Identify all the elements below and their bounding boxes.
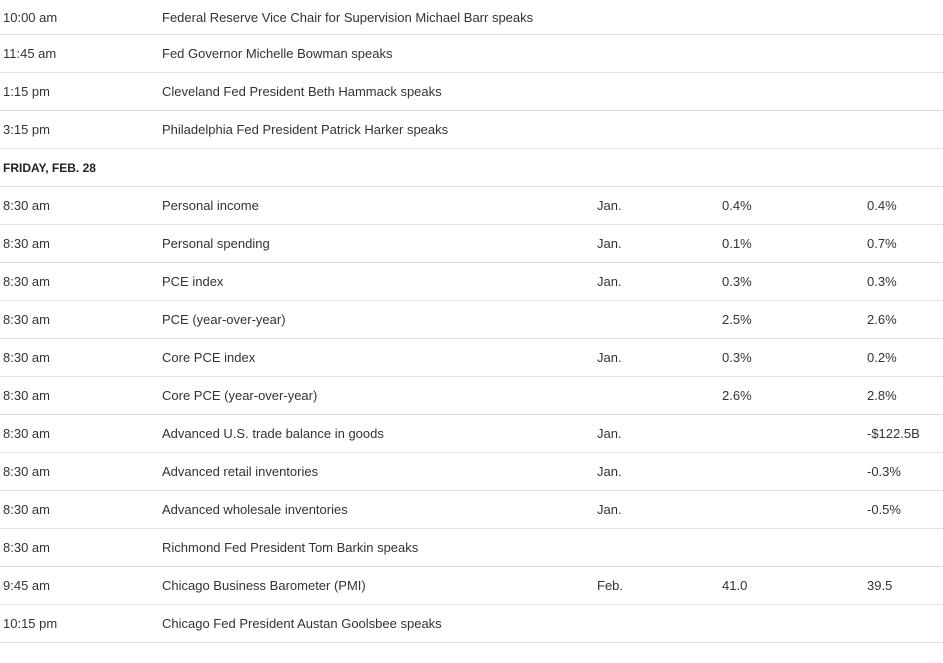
event-previous: -0.5% bbox=[867, 502, 901, 517]
event-time: 8:30 am bbox=[3, 426, 50, 441]
table-row bbox=[0, 73, 943, 111]
table-row bbox=[0, 301, 943, 339]
event-time: 10:15 pm bbox=[3, 616, 58, 631]
event-previous: -0.3% bbox=[867, 464, 901, 479]
section-label: FRIDAY, FEB. 28 bbox=[3, 160, 96, 175]
table-row bbox=[0, 111, 943, 149]
event-time: 3:15 pm bbox=[3, 122, 50, 137]
event-name: Fed Governor Michelle Bowman speaks bbox=[162, 46, 393, 61]
event-name: Personal spending bbox=[162, 236, 270, 251]
table-row bbox=[0, 491, 943, 529]
table-row bbox=[0, 0, 943, 35]
table-row bbox=[0, 567, 943, 605]
table-row bbox=[0, 225, 943, 263]
table-row bbox=[0, 263, 943, 301]
event-previous: 2.8% bbox=[867, 388, 897, 403]
table-row bbox=[0, 339, 943, 377]
event-name: PCE index bbox=[162, 274, 224, 289]
event-period: Feb. bbox=[597, 578, 624, 593]
event-time: 8:30 am bbox=[3, 388, 50, 403]
event-name: Federal Reserve Vice Chair for Supervision Michael Barr speaks bbox=[162, 9, 534, 25]
event-forecast: 0.4% bbox=[722, 198, 752, 213]
table-row bbox=[0, 187, 943, 225]
event-period: Jan. bbox=[597, 274, 622, 289]
event-previous: 0.3% bbox=[867, 274, 897, 289]
event-period: Jan. bbox=[597, 502, 622, 517]
table-row bbox=[0, 453, 943, 491]
event-name: Advanced retail inventories bbox=[162, 464, 319, 479]
event-name: Chicago Business Barometer (PMI) bbox=[162, 578, 366, 593]
event-forecast: 0.3% bbox=[722, 350, 752, 365]
table-row bbox=[0, 605, 943, 643]
event-name: Core PCE (year-over-year) bbox=[162, 388, 318, 403]
event-name: Advanced wholesale inventories bbox=[162, 502, 348, 517]
event-forecast: 0.3% bbox=[722, 274, 752, 289]
event-period: Jan. bbox=[597, 198, 622, 213]
event-name: Advanced U.S. trade balance in goods bbox=[162, 426, 384, 441]
event-name: PCE (year-over-year) bbox=[162, 312, 286, 327]
table-row bbox=[0, 415, 943, 453]
event-previous: -$122.5B bbox=[867, 426, 920, 441]
event-time: 10:00 am bbox=[3, 9, 58, 25]
event-time: 8:30 am bbox=[3, 236, 50, 251]
event-previous: 2.6% bbox=[867, 312, 897, 327]
event-time: 8:30 am bbox=[3, 350, 50, 365]
event-name: Personal income bbox=[162, 198, 259, 213]
event-name: Richmond Fed President Tom Barkin speaks bbox=[162, 540, 419, 555]
event-forecast: 41.0 bbox=[722, 578, 748, 593]
event-time: 8:30 am bbox=[3, 198, 50, 213]
table-row bbox=[0, 377, 943, 415]
event-period: Jan. bbox=[597, 350, 622, 365]
event-time: 8:30 am bbox=[3, 502, 50, 517]
event-name: Philadelphia Fed President Patrick Harker speaks bbox=[162, 122, 449, 137]
event-name: Cleveland Fed President Beth Hammack speaks bbox=[162, 84, 442, 99]
event-time: 8:30 am bbox=[3, 274, 50, 289]
event-name: Chicago Fed President Austan Goolsbee speaks bbox=[162, 616, 442, 631]
event-previous: 0.7% bbox=[867, 236, 897, 251]
table-row bbox=[0, 529, 943, 567]
event-previous: 39.5 bbox=[867, 578, 893, 593]
event-period: Jan. bbox=[597, 464, 622, 479]
event-previous: 0.4% bbox=[867, 198, 897, 213]
event-time: 8:30 am bbox=[3, 312, 50, 327]
table-row bbox=[0, 35, 943, 73]
event-forecast: 2.5% bbox=[722, 312, 752, 327]
event-time: 9:45 am bbox=[3, 578, 50, 593]
event-forecast: 0.1% bbox=[722, 236, 752, 251]
event-time: 8:30 am bbox=[3, 464, 50, 479]
event-period: Jan. bbox=[597, 236, 622, 251]
event-name: Core PCE index bbox=[162, 350, 256, 365]
event-previous: 0.2% bbox=[867, 350, 897, 365]
event-period: Jan. bbox=[597, 426, 622, 441]
day-section-header bbox=[0, 149, 943, 187]
event-time: 1:15 pm bbox=[3, 84, 50, 99]
event-time: 11:45 am bbox=[3, 46, 57, 61]
event-forecast: 2.6% bbox=[722, 388, 752, 403]
event-time: 8:30 am bbox=[3, 540, 50, 555]
